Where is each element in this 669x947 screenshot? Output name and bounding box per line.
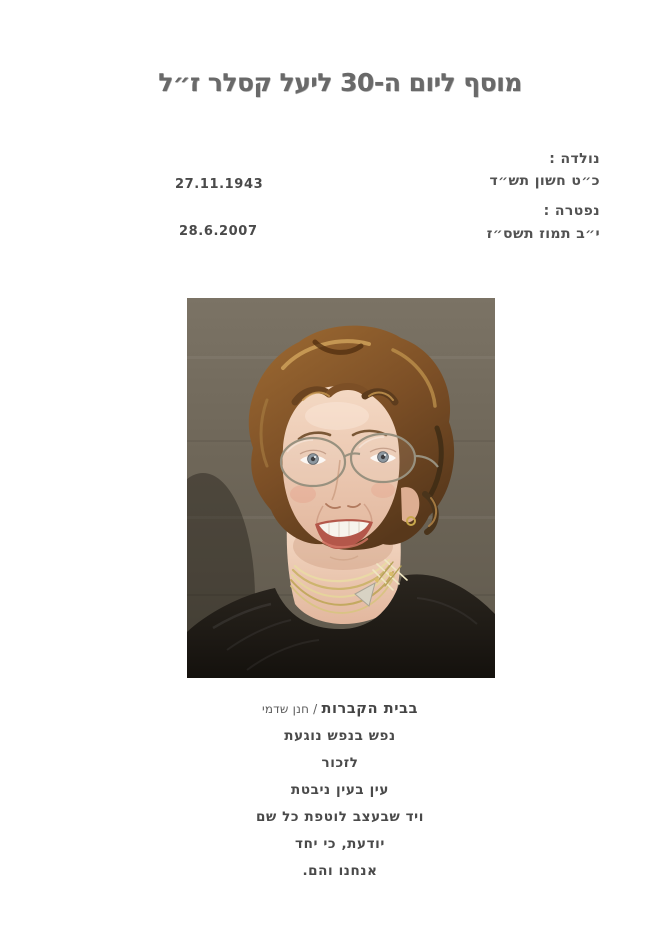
- poem-line: לזכור: [321, 755, 359, 771]
- poem-line: אנחנו והם.: [302, 863, 378, 879]
- portrait-photo: [187, 298, 495, 678]
- born-label: נולדה :: [549, 151, 600, 167]
- poem-separator: /: [309, 702, 322, 716]
- poem-line: עין בעין ניבטת: [291, 782, 389, 798]
- died-hebrew-date: י״ב תמוז תשס״ז: [486, 226, 600, 242]
- died-label: נפטרה :: [543, 203, 600, 219]
- died-gregorian-date: 28.6.2007: [179, 224, 258, 239]
- page-title: מוסף ליום ה-30 ליעל קסלר ז״ל: [158, 68, 522, 97]
- poem-line: יודעת, כי יחד: [295, 836, 385, 852]
- poem-title: בבית הקברות: [321, 701, 419, 717]
- poem: [10, 699, 669, 888]
- poem-title-line: [10, 699, 669, 726]
- poem-author: חנן שדמי: [261, 702, 310, 716]
- born-hebrew-date: כ״ט חשון תש״ד: [489, 173, 600, 189]
- poem-line: נפש בנפש נוגעת: [284, 728, 396, 744]
- portrait-illustration: [187, 298, 495, 678]
- poem-line: ויד שבעצב לוטפת כל שם: [256, 809, 424, 825]
- born-gregorian-date: 27.11.1943: [175, 177, 264, 192]
